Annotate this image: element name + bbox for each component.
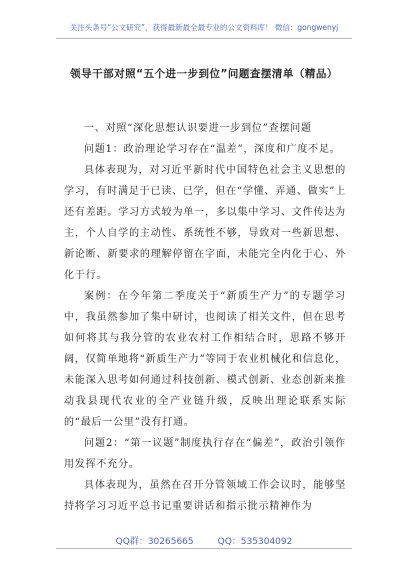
footer-qq: QQ：535304092 [217, 537, 293, 547]
page-footer [0, 534, 408, 547]
problem-1-heading: 问题1：政治理论学习存在“温差”，深度和广度不足。 [84, 144, 341, 155]
section-heading: 一、对照“深化思想认识要进一步到位”查摆问题 [84, 123, 312, 134]
problem-1-case: 案例：在今年第二季度关于“新质生产力”的专题学习中，我虽然参加了集中研讨，也阅读了相关文件，但在思考如何将其与我分管的农业农村工作相结合时，思路不够开阔，仅简单地将“新质生产力”等同于农业机械化和信息化，未能深入思考如何通过科技创新、模式创新、业态创新来推动我县现代农业的全产业链升级，反映出理论联系实际的“最后一公里”没有打通。 [64, 291, 346, 428]
problem-1-details: 具体表现为，对习近平新时代中国特色社会主义思想的学习，有时满足于已读、已学，但在“学懂、弄通、做实”上还有差距。学习方式较为单一，多以集中学习、文件传达为主，个人自学的主动性、系统性不够，导致对一些新思想、新论断、新要求的理解停留在字面，未能完全内化于心、外化于行。 [64, 165, 346, 281]
footer-divider [56, 548, 352, 549]
document-title: 领导干部对照“五个进一步到位”问题查摆清单（精品） [70, 68, 338, 80]
header-divider [56, 38, 352, 39]
document-body [64, 118, 346, 517]
problem-2-details: 具体表现为，虽然在召开分管领域工作会议时，能够坚持将学习习近平总书记重要讲话和指示批示精神作为 [64, 480, 346, 512]
footer-qq-group: QQ群：30265665 [115, 537, 194, 547]
page-header: 关注头条号“公文研究”，获得最新最全最专业的公文资料库！ 微信：gongwenyj [69, 23, 339, 32]
problem-2-heading: 问题2：“第一议题”制度执行存在“偏差”，政治引领作用发挥不充分。 [64, 438, 346, 470]
